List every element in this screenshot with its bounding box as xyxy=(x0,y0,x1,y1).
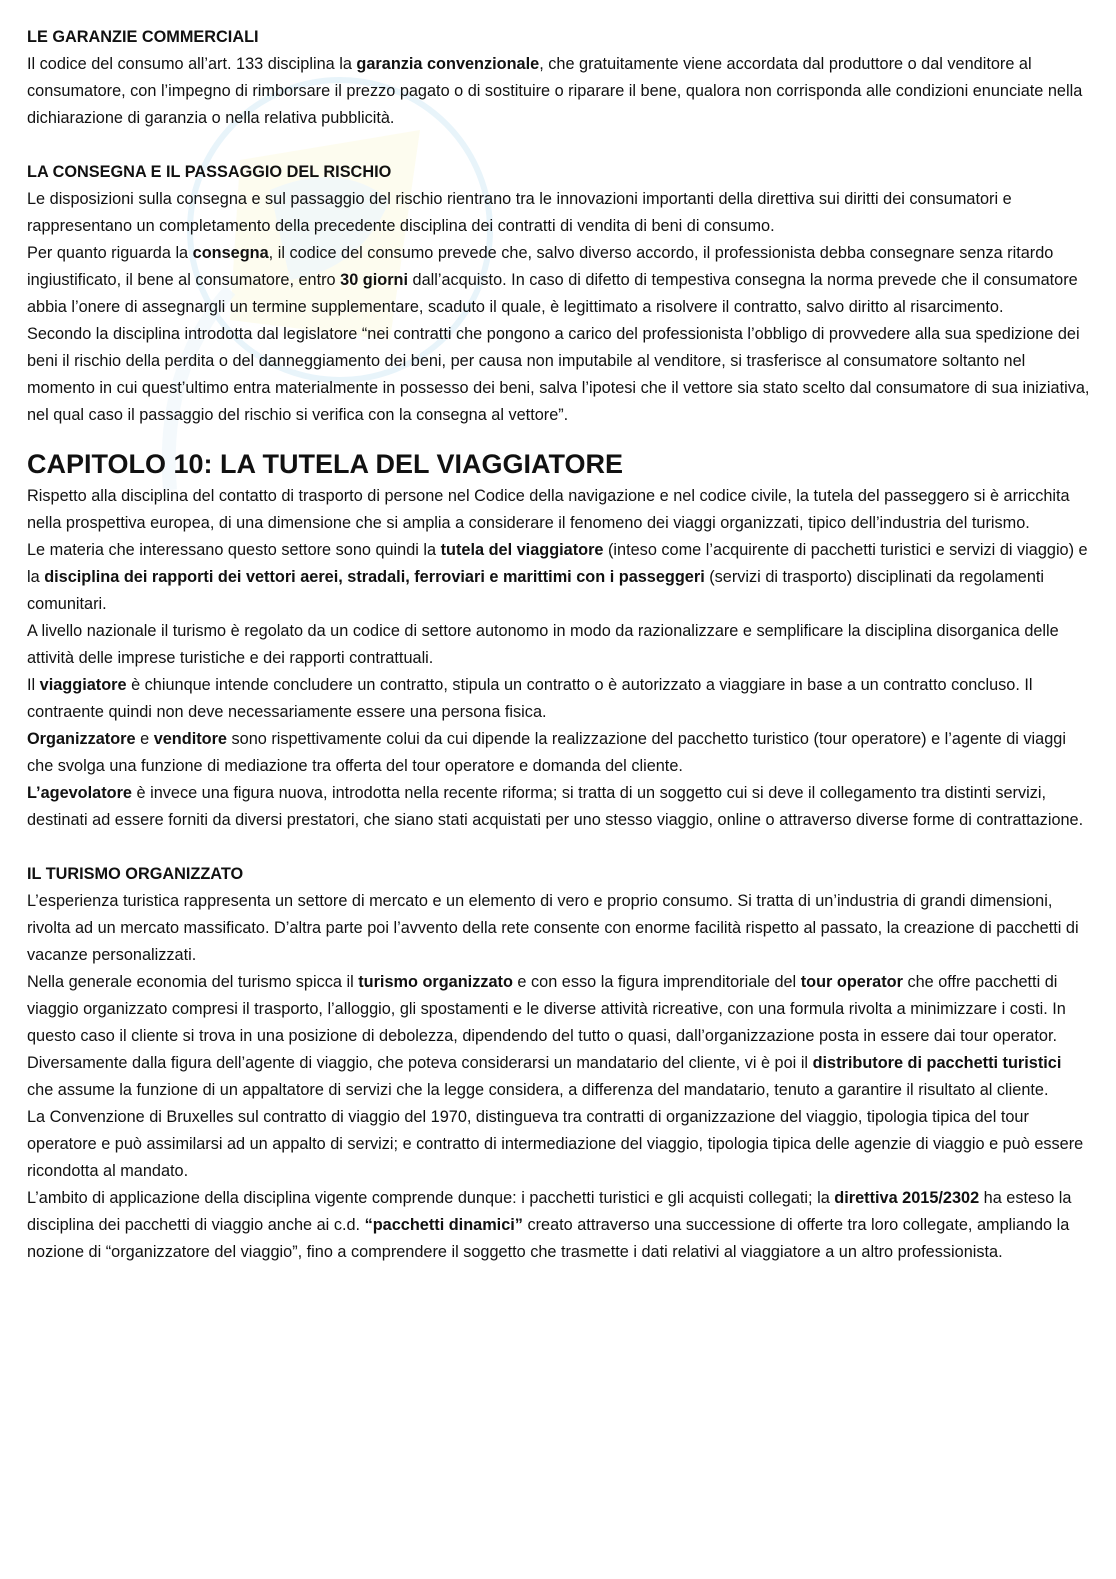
text-run: L’ambito di applicazione della disciplina vigente comprende dunque: i pacchetti turistici e gli acquisti collegati; la xyxy=(27,1189,835,1207)
section-heading-garanzie: LE GARANZIE COMMERCIALI xyxy=(27,28,259,46)
bold-term: consegna xyxy=(192,244,269,262)
paragraph xyxy=(27,1050,1092,1104)
text-run: , che gratuitamente viene accordata dal produttore o dal venditore al consumatore, con l’impegno di rimborsare il prezzo pagato o di sostituire o riparare il bene, qualora non corrisponda alle condizioni enunciate nella dichiarazione di garanzia o nella relativa pubblicità. xyxy=(27,55,1083,127)
bold-term: L’agevolatore xyxy=(27,784,132,802)
text-run: A livello nazionale il turismo è regolato da un codice di settore autonomo in modo da razionalizzare e semplificare la disciplina disorganica delle attività delle imprese turistiche e dei rapporti contrattuali. xyxy=(27,622,1059,667)
paragraph xyxy=(27,483,1092,537)
text-run: Per quanto riguarda la xyxy=(27,244,193,262)
document-page xyxy=(27,24,1092,1266)
paragraph xyxy=(27,1104,1092,1185)
text-run: sono rispettivamente colui da cui dipende la realizzazione del pacchetto turistico (tour operatore) e l’agente di viaggi che svolga una funzione di mediazione tra offerta del tour operatore e domanda del cliente. xyxy=(27,730,1066,775)
bold-term: viaggiatore xyxy=(39,676,127,694)
bold-term: direttiva 2015/2302 xyxy=(834,1189,980,1207)
text-run: La Convenzione di Bruxelles sul contratto di viaggio del 1970, distingueva tra contratti di organizzazione del viaggio, tipologia tipica del tour operatore e può assimilarsi ad un appalto di servizi; e contratto di intermediazione del viaggio, tipologia tipica delle agenzie di viaggio e può essere ricondotta al mandato. xyxy=(27,1108,1084,1180)
bold-term: tour operator xyxy=(800,973,903,991)
chapter-title: CAPITOLO 10: LA TUTELA DEL VIAGGIATORE xyxy=(27,449,624,479)
paragraph xyxy=(27,186,1092,240)
text-run: è invece una figura nuova, introdotta nella recente riforma; si tratta di un soggetto cui si deve il collegamento tra distinti servizi, destinati ad essere forniti da diversi prestatori, che siano stati acquistati per uno stesso viaggio, online o attraverso diverse forme di contrattazione. xyxy=(27,784,1084,829)
section-heading-consegna: LA CONSEGNA E IL PASSAGGIO DEL RISCHIO xyxy=(27,163,392,181)
text-run: che assume la funzione di un appaltatore di servizi che la legge considera, a differenza del mandatario, tenuto a garantire il risultato al cliente. xyxy=(27,1081,1049,1099)
text-run: Le materia che interessano questo settore sono quindi la xyxy=(27,541,441,559)
bold-term: garanzia convenzionale xyxy=(356,55,540,73)
paragraph xyxy=(27,618,1092,672)
text-run: Rispetto alla disciplina del contatto di trasporto di persone nel Codice della navigazione e nel codice civile, la tutela del passeggero si è arricchita nella prospettiva europea, di una dimensione che si amplia a considerare il fenomeno dei viaggi organizzati, tipico dell’industria del turismo. xyxy=(27,487,1070,532)
text-run: (inteso come l’acquirente di pacchetti turistici e servizi di viaggio) e la xyxy=(27,541,1088,586)
text-run: Diversamente dalla figura dell’agente di viaggio, che poteva considerarsi un mandatario del cliente, vi è poi il xyxy=(27,1054,813,1072)
bold-term: Organizzatore xyxy=(27,730,136,748)
paragraph xyxy=(27,672,1092,726)
text-run: L’esperienza turistica rappresenta un settore di mercato e un elemento di vero e proprio consumo. Si tratta di un’industria di grandi dimensioni, rivolta ad un mercato massificato. D’altra parte poi l’avvento della rete consente con enorme facilità rispetto al passato, la creazione di pacchetti di vacanze personalizzati. xyxy=(27,892,1079,964)
text-run: Nella generale economia del turismo spicca il xyxy=(27,973,359,991)
bold-term: venditore xyxy=(153,730,227,748)
text-run: Secondo la disciplina introdotta dal legislatore “nei contratti che pongono a carico del professionista l’obbligo di provvedere alla sua spedizione dei beni il rischio della perdita o del danneggiamento dei beni, per causa non imputabile al venditore, si trasferisce al consumatore soltanto nel momento in cui quest’ultimo entra materialmente in possesso dei beni, salva l’ipotesi che il vettore sia stato scelto dal consumatore di sua iniziativa, nel qual caso il passaggio del rischio si verifica con la consegna al vettore”. xyxy=(27,325,1090,424)
text-run: Le disposizioni sulla consegna e sul passaggio del rischio rientrano tra le innovazioni importanti della direttiva sui diritti dei consumatori e rappresentano un completamento della precedente disciplina dei contratti di vendita di beni di consumo. xyxy=(27,190,1012,235)
paragraph xyxy=(27,240,1092,321)
text-run: che offre pacchetti di viaggio organizzato compresi il trasporto, l’alloggio, gli spostamenti e le diverse attività ricreative, con una formula rivolta a minimizzare i costi. In questo caso il cliente si trova in una posizione di debolezza, dipendendo del tutto o quasi, dall’organizzazione posta in essere dai tour operator. xyxy=(27,973,1066,1045)
paragraph xyxy=(27,321,1092,429)
text-run: e con esso la figura imprenditoriale del xyxy=(512,973,801,991)
text-run: creato attraverso una successione di offerte tra loro collegate, ampliando la nozione di “organizzatore del viaggio”, fino a comprendere il soggetto che trasmette i dati relativi al viaggiatore a un altro professionista. xyxy=(27,1216,1070,1261)
bold-term: distributore di pacchetti turistici xyxy=(812,1054,1062,1072)
paragraph xyxy=(27,888,1092,969)
section-heading-turismo: IL TURISMO ORGANIZZATO xyxy=(27,865,244,883)
text-run: (servizi di trasporto) disciplinati da regolamenti comunitari. xyxy=(27,568,1045,613)
paragraph xyxy=(27,1185,1092,1266)
bold-term: tutela del viaggiatore xyxy=(440,541,604,559)
text-run: Il xyxy=(27,676,40,694)
text-run: è chiunque intende concludere un contratto, stipula un contratto o è autorizzato a viaggiare in base a un contratto concluso. Il contraente quindi non deve necessariamente essere una persona fisica. xyxy=(27,676,1033,721)
text-run: dall’acquisto. In caso di difetto di tempestiva consegna la norma prevede che il consumatore abbia l’onere di assegnargli un termine supplementare, scaduto il quale, è legittimato a risolvere il contratto, salvo diritto al risarcimento. xyxy=(27,271,1078,316)
text-run: e xyxy=(135,730,154,748)
paragraph xyxy=(27,780,1092,834)
paragraph xyxy=(27,51,1092,132)
text-run: , il codice del consumo prevede che, salvo diverso accordo, il professionista debba consegnare senza ritardo ingiustificato, il bene al consumatore, entro xyxy=(27,244,1054,289)
bold-term: disciplina dei rapporti dei vettori aerei, stradali, ferroviari e marittimi con i passeggeri xyxy=(44,568,705,586)
bold-term: turismo organizzato xyxy=(358,973,513,991)
bold-term: 30 giorni xyxy=(340,271,408,289)
bold-term: “pacchetti dinamici” xyxy=(364,1216,523,1234)
text-run: Il codice del consumo all’art. 133 disciplina la xyxy=(27,55,357,73)
paragraph xyxy=(27,969,1092,1050)
paragraph xyxy=(27,726,1092,780)
paragraph xyxy=(27,537,1092,618)
text-run: ha esteso la disciplina dei pacchetti di viaggio anche ai c.d. xyxy=(27,1189,1072,1234)
